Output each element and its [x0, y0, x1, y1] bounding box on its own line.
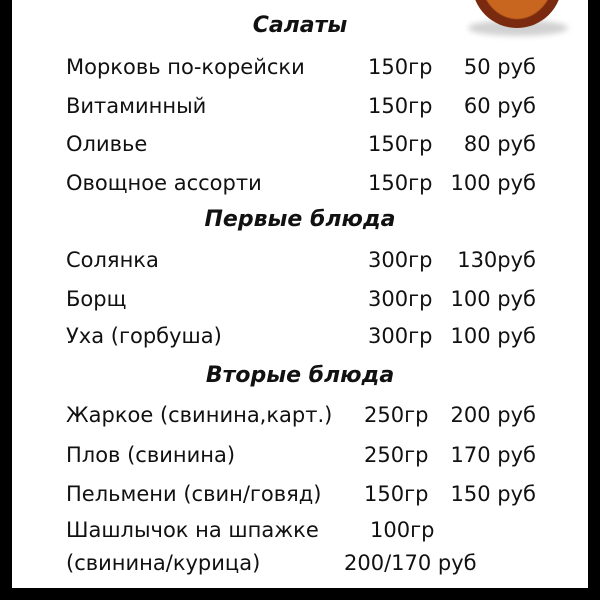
item-name: Оливье	[66, 132, 148, 156]
item-name: Пельмени (свин/говяд)	[66, 482, 322, 506]
item-price: 150 руб	[450, 482, 536, 506]
menu-item	[66, 400, 536, 430]
item-weight: 250гр	[364, 403, 429, 427]
menu-item	[66, 440, 536, 470]
last-item-name-line1: Шашлычок на шпажке	[66, 518, 319, 542]
item-price: 100 руб	[450, 324, 536, 348]
item-name: Витаминный	[66, 94, 207, 118]
item-price: 170 руб	[450, 443, 536, 467]
section-title-main-courses: Вторые блюда	[205, 363, 395, 388]
item-price: 80 руб	[463, 132, 536, 156]
menu-item	[66, 52, 536, 82]
last-item-name-line2: (свинина/курица)	[66, 551, 261, 575]
item-price: 100 руб	[450, 171, 536, 195]
item-price: 100 руб	[450, 287, 536, 311]
menu-page	[12, 0, 588, 588]
item-price: 50 руб	[463, 55, 536, 79]
menu-item	[66, 168, 536, 198]
item-weight: 300гр	[368, 248, 433, 272]
item-price: 200 руб	[450, 403, 536, 427]
menu-item	[66, 245, 536, 275]
item-weight: 150гр	[368, 55, 433, 79]
item-weight: 150гр	[364, 482, 429, 506]
item-weight: 150гр	[368, 132, 433, 156]
item-weight: 150гр	[368, 171, 433, 195]
last-item-price: 200/170 руб	[344, 551, 477, 575]
menu-item	[66, 479, 536, 509]
item-name: Уха (горбуша)	[66, 324, 222, 348]
menu-item	[66, 284, 536, 314]
item-weight: 300гр	[368, 324, 433, 348]
item-name: Морковь по-корейски	[66, 55, 305, 79]
item-name: Жаркое (свинина,карт.)	[66, 403, 333, 427]
item-name: Овощное ассорти	[66, 171, 262, 195]
menu-item	[66, 321, 536, 351]
item-name: Плов (свинина)	[66, 443, 236, 467]
menu-item	[66, 129, 536, 159]
last-item-weight: 100гр	[370, 518, 435, 542]
item-weight: 300гр	[368, 287, 433, 311]
item-name: Солянка	[66, 248, 159, 272]
section-title-first-courses: Первые блюда	[204, 207, 396, 232]
item-price: 60 руб	[463, 94, 536, 118]
item-name: Борщ	[66, 287, 127, 311]
menu-item	[66, 91, 536, 121]
item-weight: 250гр	[364, 443, 429, 467]
item-weight: 150гр	[368, 94, 433, 118]
item-price: 130руб	[457, 248, 536, 272]
section-title-salads: Салаты	[252, 13, 348, 38]
